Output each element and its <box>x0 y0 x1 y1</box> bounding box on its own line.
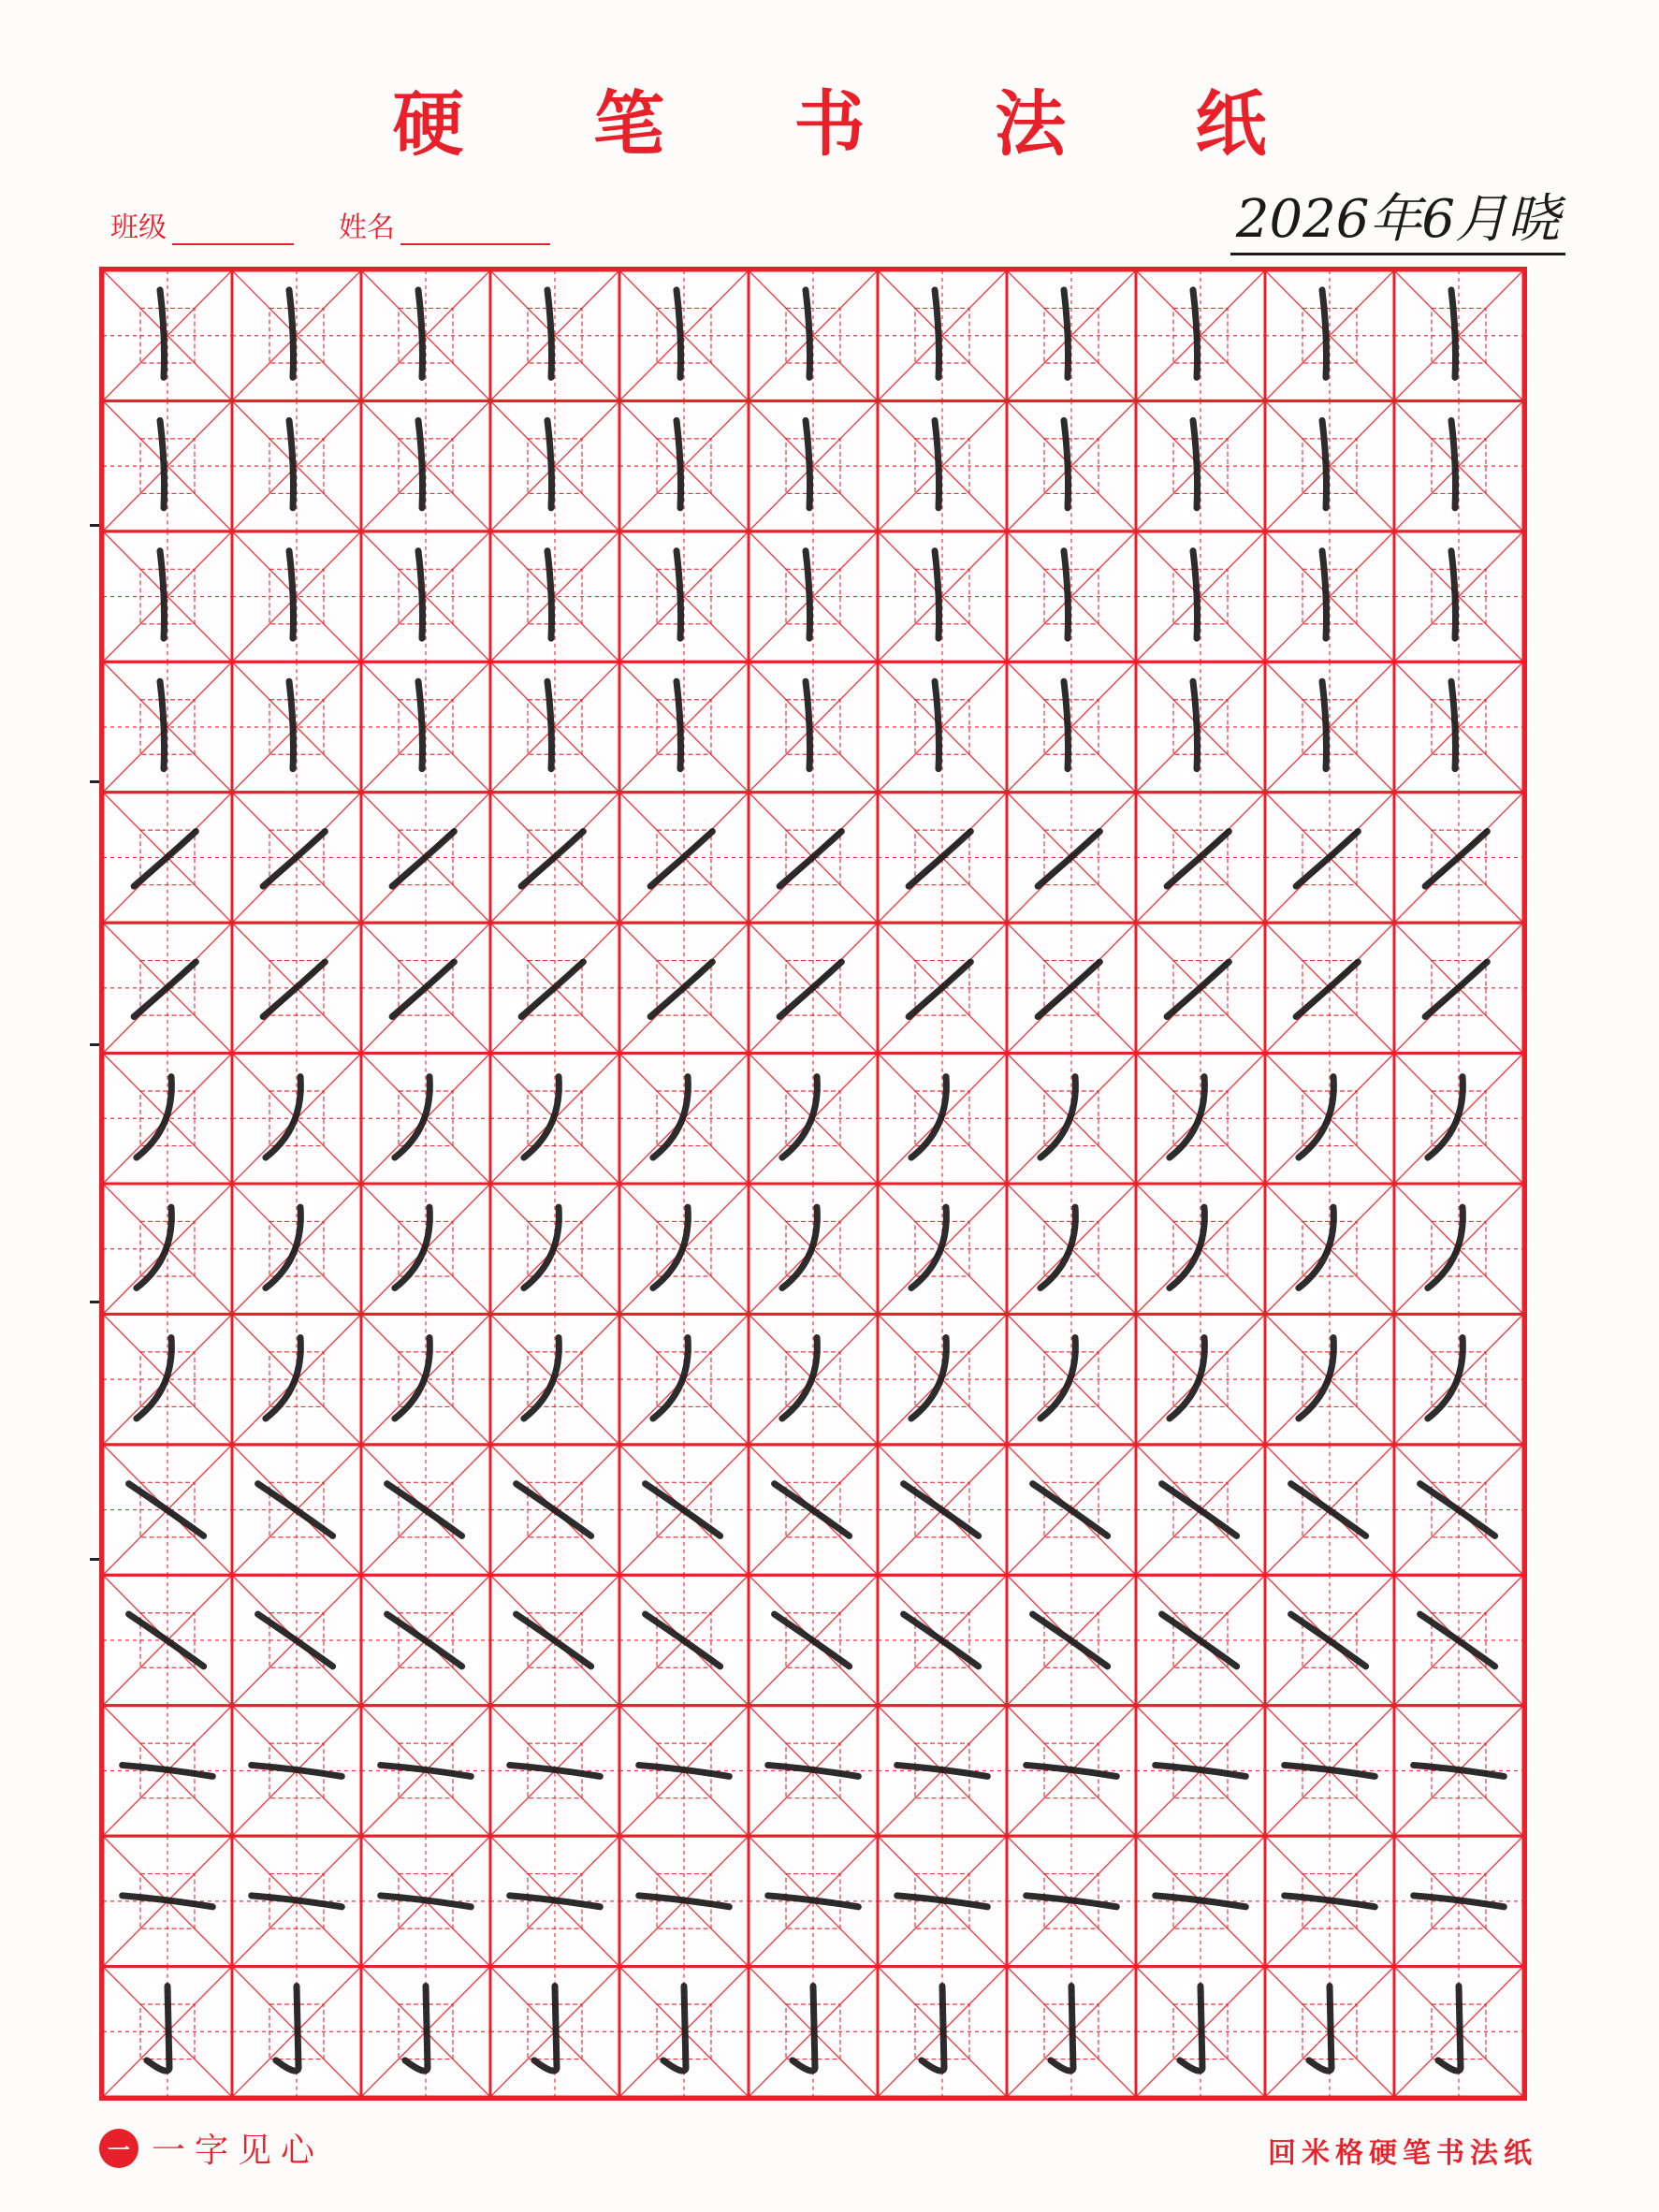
handwritten-stroke <box>392 962 454 1017</box>
footer-brand <box>99 2124 324 2172</box>
name-field <box>339 204 550 245</box>
handwritten-stroke <box>160 420 165 507</box>
handwritten-stroke <box>134 832 196 887</box>
handwritten-stroke <box>677 551 681 638</box>
handwritten-stroke <box>547 681 552 768</box>
handwritten-stroke <box>160 290 165 377</box>
name-label: 姓名 <box>339 211 395 244</box>
handwritten-stroke <box>806 551 810 638</box>
brand-name: 一字见心 <box>152 2132 325 2170</box>
handwritten-stroke <box>1425 832 1487 887</box>
handwritten-stroke <box>263 962 325 1017</box>
handwritten-stroke <box>521 832 583 887</box>
handwritten-stroke <box>1180 1986 1202 2071</box>
handwritten-stroke <box>1193 551 1198 638</box>
handwritten-stroke <box>160 551 165 638</box>
handwritten-stroke <box>1425 962 1487 1017</box>
handwritten-date: 2026年6月晓 <box>1230 178 1565 255</box>
handwritten-stroke <box>793 1986 815 2071</box>
handwritten-stroke <box>134 962 196 1017</box>
handwritten-stroke <box>1038 832 1099 887</box>
handwritten-stroke <box>909 962 970 1017</box>
handwritten-stroke <box>289 551 294 638</box>
handwritten-stroke <box>677 420 681 507</box>
handwritten-stroke <box>392 832 454 887</box>
practice-grid <box>99 267 1527 2101</box>
handwritten-stroke <box>521 962 583 1017</box>
handwritten-stroke <box>418 551 423 638</box>
handwritten-stroke <box>1296 962 1358 1017</box>
handwritten-stroke <box>1322 420 1327 507</box>
handwritten-stroke <box>263 832 325 887</box>
handwritten-stroke <box>418 290 423 377</box>
handwritten-stroke <box>922 1986 944 2071</box>
handwritten-stroke <box>1322 290 1327 377</box>
name-blank[interactable] <box>400 243 550 245</box>
handwritten-stroke <box>806 290 810 377</box>
handwritten-stroke <box>1064 681 1069 768</box>
handwritten-stroke <box>1322 551 1327 638</box>
handwritten-stroke <box>1064 551 1069 638</box>
handwritten-stroke <box>547 420 552 507</box>
handwritten-stroke <box>935 681 939 768</box>
handwritten-stroke <box>1038 962 1099 1017</box>
handwritten-stroke <box>1193 420 1198 507</box>
class-blank[interactable] <box>172 243 294 245</box>
handwritten-stroke <box>160 681 165 768</box>
handwritten-stroke <box>1193 290 1198 377</box>
handwritten-stroke <box>935 290 939 377</box>
handwritten-stroke <box>935 551 939 638</box>
handwritten-stroke <box>806 681 810 768</box>
handwritten-stroke <box>1322 681 1327 768</box>
handwritten-stroke <box>418 420 423 507</box>
handwritten-stroke <box>677 290 681 377</box>
handwritten-stroke <box>1064 420 1069 507</box>
mizige-grid-svg <box>103 270 1523 2097</box>
handwritten-stroke <box>547 551 552 638</box>
handwritten-stroke <box>1167 832 1229 887</box>
handwritten-stroke <box>289 420 294 507</box>
handwritten-stroke <box>1167 962 1229 1017</box>
handwritten-stroke <box>806 420 810 507</box>
handwritten-stroke <box>405 1986 428 2071</box>
paper-type-label: 回米格硬笔书法纸 <box>1268 2137 1537 2170</box>
handwritten-stroke <box>147 1986 169 2071</box>
handwritten-stroke <box>909 832 970 887</box>
class-field <box>110 204 294 245</box>
handwritten-stroke <box>1451 551 1456 638</box>
handwritten-stroke <box>935 420 939 507</box>
handwritten-stroke <box>650 962 712 1017</box>
handwritten-stroke <box>1438 1986 1461 2071</box>
handwritten-stroke <box>547 290 552 377</box>
handwritten-stroke <box>779 962 841 1017</box>
handwritten-stroke <box>1451 290 1456 377</box>
handwritten-stroke <box>534 1986 557 2071</box>
page-title: 硬 笔 书 法 纸 <box>392 82 1319 166</box>
handwritten-stroke <box>677 681 681 768</box>
handwritten-stroke <box>1451 681 1456 768</box>
class-label: 班级 <box>110 211 167 244</box>
handwritten-stroke <box>276 1986 298 2071</box>
handwritten-stroke <box>1309 1986 1332 2071</box>
handwritten-stroke <box>663 1986 686 2071</box>
handwritten-stroke <box>1193 681 1198 768</box>
handwritten-stroke <box>1051 1986 1073 2071</box>
handwritten-stroke <box>650 832 712 887</box>
handwritten-stroke <box>779 832 841 887</box>
handwritten-stroke <box>289 290 294 377</box>
handwritten-stroke <box>289 681 294 768</box>
brand-logo-icon: 一 <box>99 2129 138 2168</box>
handwritten-stroke <box>418 681 423 768</box>
handwritten-stroke <box>1296 832 1358 887</box>
handwritten-stroke <box>1451 420 1456 507</box>
handwritten-stroke <box>1064 290 1069 377</box>
